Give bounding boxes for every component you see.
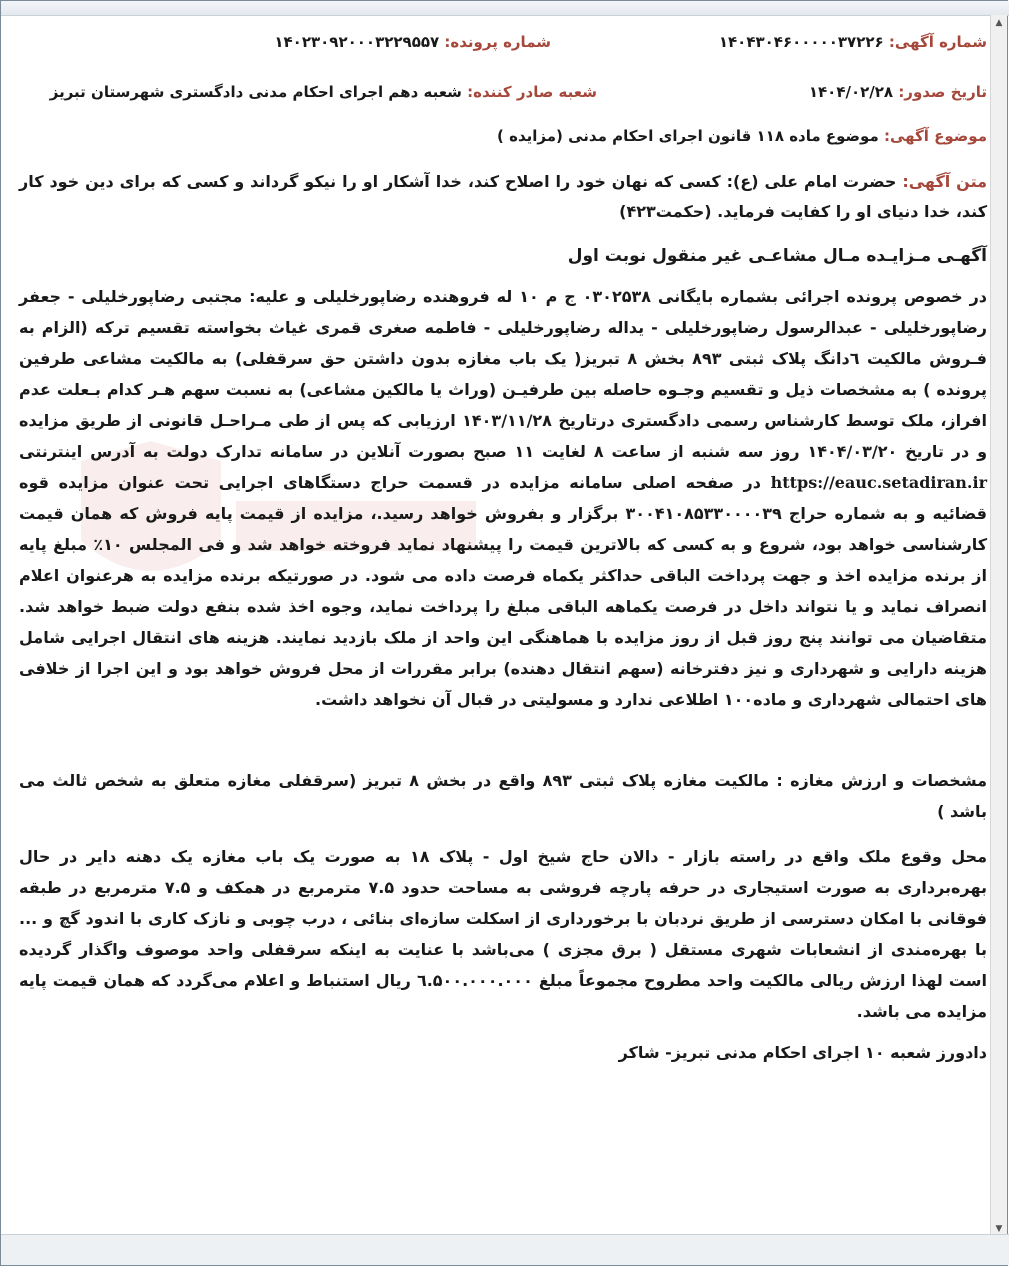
ad-number bbox=[719, 23, 987, 61]
body-text-label: متن آگهی: bbox=[902, 172, 988, 191]
issuing-branch-value: شعبه دهم اجرای احکام مدنی دادگستری شهرستان تبریز bbox=[49, 83, 462, 101]
main-paragraph-part2: در صفحه اصلی سامانه مزایده در قسمت حراج دستگاهای اجرایی تحت عنوان مزایده قوه قضائیه و به شماره حراج ۳۰۰۴۱۰۸۵۳۳۰۰۰۰۳۹ برگزار و بفروش خواهد رسید.، مزایده از قیمت پایه فروش که همان قیمت کارشناسی خواهد بود، شروع و به کسی که بالاترین قیمت را پیشنهاد نماید فروخته خواهد شد و فی المجلس ۱۰٪ مبلغ پایه از برنده مزایده اخذ و جهت پرداخت الباقی حداکثر یکماه فرصت داده می شود. در صورتیکه برنده مزایده به هرعنوان اعلام انصراف نماید و یا نتواند داخل در فرصت یکماهه الباقی مبلغ را پرداخت نماید، وجوه اخذ شده بنفع دولت ضبط خواهد شد. متقاضیان می توانند پنج روز قبل از روز مزایده با هماهنگی این واحد از ملک بازدید نمایند. هزینه های انتقال اجرایی شامل هزینه دارایی و شهرداری و نیز دفترخانه (سهم انتقال دهنده) برابر مقررات از محل فروش خواهد بود و این اجرا از خلافی های احتمالی شهرداری و ماده۱۰۰ اطلاعی ندارد و مسولیتی در قبال آن نخواهد داشت. bbox=[19, 473, 988, 709]
case-number-label: شماره پرونده: bbox=[444, 33, 551, 51]
header-row-1 bbox=[19, 23, 987, 61]
main-paragraph-part1: در خصوص پرونده اجرائی بشماره بایگانی ۰۳۰۲۵۳۸ ج م ۱۰ له فروهنده رضاپورخلیلی و علیه: مجتبی رضاپورخلیلی - جعفر رضاپورخلیلی - عبدالرسول رضاپورخلیلی - یداله رضاپورخلیلی - فاطمه صغری قمری غیاث بخواسته تقسیم ترکه (الزام به فـروش مالکیت ٦دانگ پلاک ثبتی ۸۹۳ بخش ۸ تبریز( یک باب مغازه بدون داشتن حق سرقفلی) به مالکیت مشاعی طرفین پرونده ) به مشخصات ذیل و تقسیم وجـوه حاصله بین طرفیـن (وراث یا مالکین مشاعی) به نسبت سهم هـر کدام بـعلت عدم افراز، ملک توسط کارشناس رسمی دادگستری درتاریخ ۱۴۰۳/۱۱/۲۸ ارزیابی که پس از طی مـراحـل قانونی از طریق مزایده و در تاریخ ۱۴۰۴/۰۳/۲۰ روز سه شنبه از ساعت ۸ لغایت ۱۱ صبح بصورت آنلاین در سامانه تدارک دولت به آدرس اینترنتی bbox=[19, 287, 988, 461]
body-text-value: حضرت امام علی (ع): کسی که نهان خود را اصلاح کند، خدا آشکار او را نیکو گرداند و کسی که برای دین خود کار کند، خدا دنیای او را کفایت فرماید. (حکمت۴۲۳) bbox=[19, 172, 987, 221]
issue-date bbox=[809, 73, 987, 111]
subject bbox=[19, 123, 987, 149]
auction-url-link[interactable]: https://eauc.setadiran.ir bbox=[770, 473, 988, 492]
scroll-down-icon[interactable]: ▼ bbox=[995, 1224, 1003, 1234]
subject-value: موضوع ماده ۱۱۸ قانون اجرای احکام مدنی (مزایده ) bbox=[497, 127, 879, 145]
case-number bbox=[274, 23, 551, 61]
case-number-value: ۱۴۰۲۳۰۹۲۰۰۰۳۲۲۹۵۵۷ bbox=[274, 33, 440, 51]
issue-date-label: تاریخ صدور: bbox=[898, 83, 987, 101]
ad-number-value: ۱۴۰۴۳۰۴۶۰۰۰۰۰۳۷۲۲۶ bbox=[718, 33, 884, 51]
property-location: محل وقوع ملک واقع در راسته بازار - دالان حاج شیخ اول - پلاک ۱۸ به صورت یک باب مغازه یک دهنه دایر در حال بهره‌برداری به صورت استیجاری در حرفه پارچه فروشی به مساحت حدود ۷.۵ مترمربع در همکف و ۷.۵ مترمربع در طبقه فوقانی با امکان دسترسی از طریق نردبان با برخورداری از اسکلت سازه‌ای بنائی ، درب چوبی و نازک کاری با اندود گچ و ... با بهره‌مندی از انشعابات شهری مستقل ( برق مجزی ) می‌باشد با عنایت به اینکه سرقفلی واحد موصوف واگذار گردیده است لهذا ارزش ریالی مالکیت واحد مطروح مجموعاً مبلغ ٦.۵۰۰.۰۰۰.۰۰۰ ریال استنباط و اعلام می‌گردد که همان قیمت پایه مزایده می باشد. bbox=[19, 847, 988, 1021]
signature: دادورز شعبه ۱۰ اجرای احکام مدنی تبریز- شاکر bbox=[618, 1043, 987, 1062]
issue-date-value: ۱۴۰۴/۰۲/۲۸ bbox=[808, 83, 894, 101]
announcement-title: آگهـی مـزایـده مـال مشاعـی غیر منقول نوبت اول bbox=[567, 246, 987, 266]
window-top-strip bbox=[1, 1, 1009, 16]
issuing-branch bbox=[50, 73, 597, 111]
announcement-content bbox=[19, 23, 987, 1068]
subject-label: موضوع آگهی: bbox=[883, 127, 987, 145]
scroll-up-icon[interactable]: ▲ bbox=[995, 18, 1003, 28]
vertical-scrollbar[interactable] bbox=[990, 15, 1007, 1237]
header-row-2 bbox=[19, 73, 987, 111]
issuing-branch-label: شعبه صادر کننده: bbox=[467, 83, 597, 101]
body-text bbox=[19, 167, 987, 227]
main-paragraph bbox=[19, 281, 987, 715]
bottom-bar bbox=[1, 1234, 1009, 1265]
shop-spec: مشخصات و ارزش مغازه : مالکیت مغازه پلاک ثبتی ۸۹۳ واقع در بخش ۸ تبریز (سرقفلی مغازه متعلق به شخص ثالث می باشد ) bbox=[19, 771, 988, 821]
ad-number-label: شماره آگهی: bbox=[888, 33, 987, 51]
